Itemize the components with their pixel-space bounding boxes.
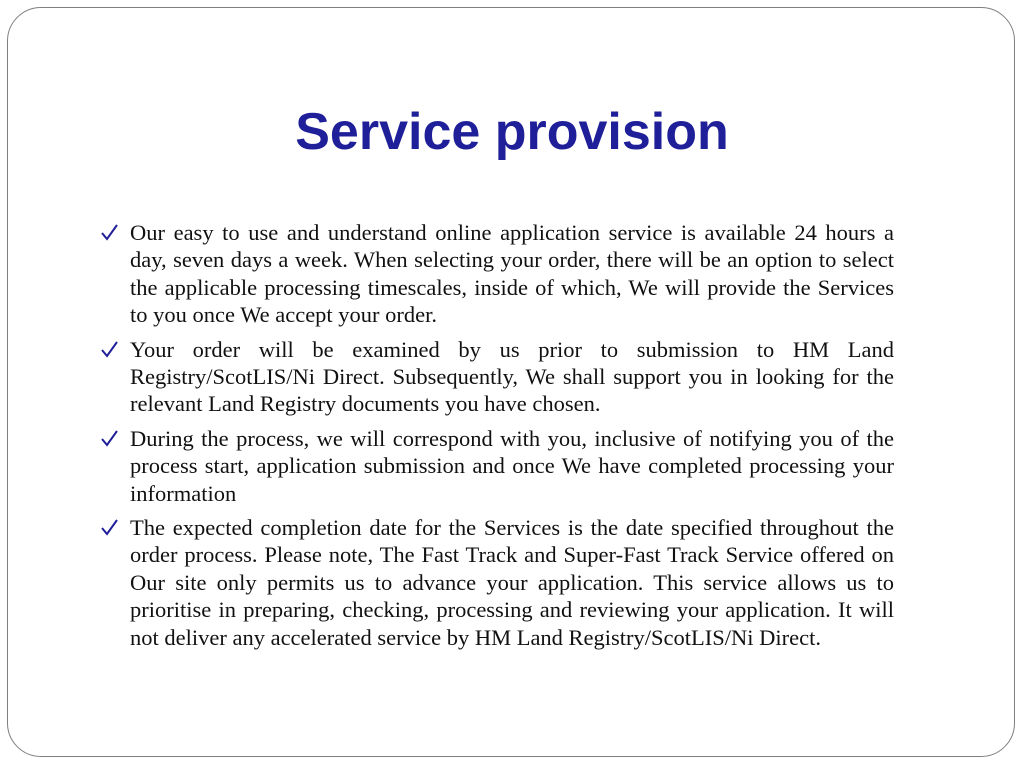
list-item [100, 514, 894, 651]
bullet-text: The expected completion date for the Services is the date specified throughout the order process. Please note, The Fast Track and Super-Fast Track Service offered on Our site only permits us to advance your application. This service allows us to prioritise in preparing, checking, processing and reviewing your application. It will not deliver any accelerated service by HM Land Registry/ScotLIS/Ni Direct. [130, 515, 894, 650]
list-item [100, 219, 894, 329]
bullet-text: Our easy to use and understand online application service is available 24 hours a day, seven days a week. When selecting your order, there will be an option to select the applicable processing timescales, inside of which, We will provide the Services to you once We accept your order. [130, 220, 894, 328]
bullet-list [100, 219, 894, 658]
slide-title: Service provision [295, 103, 729, 161]
check-icon [100, 515, 120, 539]
bullet-text: During the process, we will correspond with you, inclusive of notifying you of the process start, application submission and once We have completed processing your information [130, 425, 894, 506]
list-item [100, 425, 894, 507]
list-item [100, 336, 894, 418]
check-icon [100, 220, 120, 244]
check-icon [100, 337, 120, 361]
bullet-text: Your order will be examined by us prior to submission to HM Land Registry/ScotLIS/Ni Direct. Subsequently, We shall support you in looking for the relevant Land Registry documents you have chosen. [130, 336, 894, 417]
check-icon [100, 426, 120, 450]
